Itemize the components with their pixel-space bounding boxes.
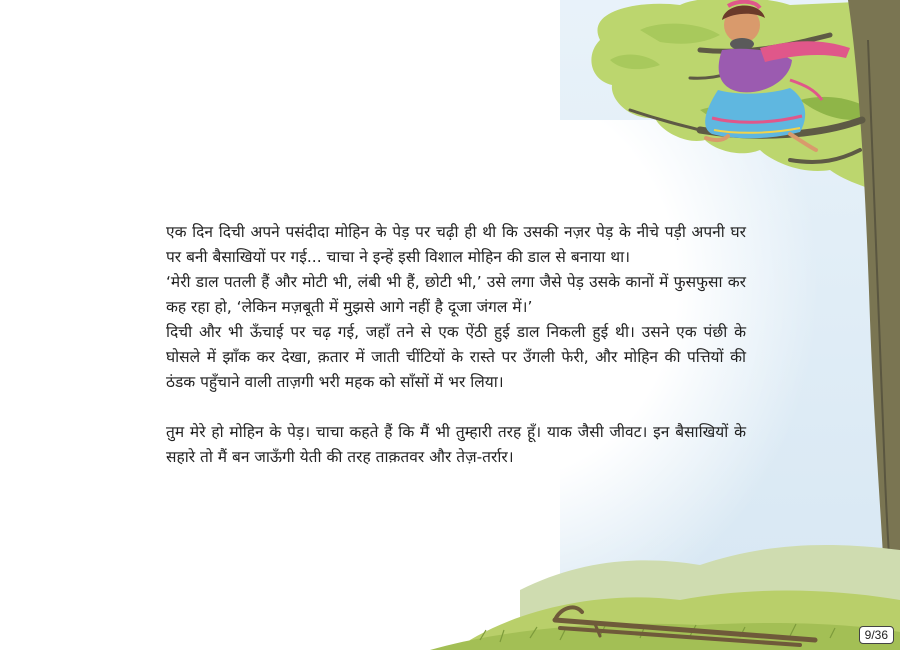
story-text [166, 220, 746, 470]
story-paragraph: दिची और भी ऊँचाई पर चढ़ गई, जहाँ तने से एक ऐंठी हुई डाल निकली हुई थी। उसने एक पंछी के घोसले में झाँक कर देखा, क़तार में जाती चींटियों के रास्ते पर उँगली फेरी, और मोहिन की पत्तियों की ठंडक पहुँचाने वाली ताज़गी भरी महक को साँसों में भर लिया। [166, 323, 746, 391]
page-number: 9/36 [859, 626, 894, 644]
story-paragraph: एक दिन दिची अपने पसंदीदा मोहिन के पेड़ पर चढ़ी ही थी कि उसकी नज़र पेड़ के नीचे पड़ी अपनी घर पर बनी बैसाखियों पर गई... चाचा ने इन्हें इसी विशाल मोहिन की डाल से बनाया था। [166, 223, 746, 266]
story-paragraph: ‘मेरी डाल पतली हैं और मोटी भी, लंबी भी हैं, छोटी भी,’ उसे लगा जैसे पेड़ उसके कानों में फुसफुसा कर कह रहा हो, ‘लेकिन मज़बूती में मुझसे आगे नहीं है दूजा जंगल में।’ [166, 273, 746, 316]
story-paragraph: तुम मेरे हो मोहिन के पेड़। चाचा कहते हैं कि मैं भी तुम्हारी तरह हूँ। याक जैसी जीवट। इन बैसाखियों के सहारे तो मैं बन जाऊँगी येती की तरह ताक़तवर और तेज़-तर्रार। [166, 423, 746, 466]
